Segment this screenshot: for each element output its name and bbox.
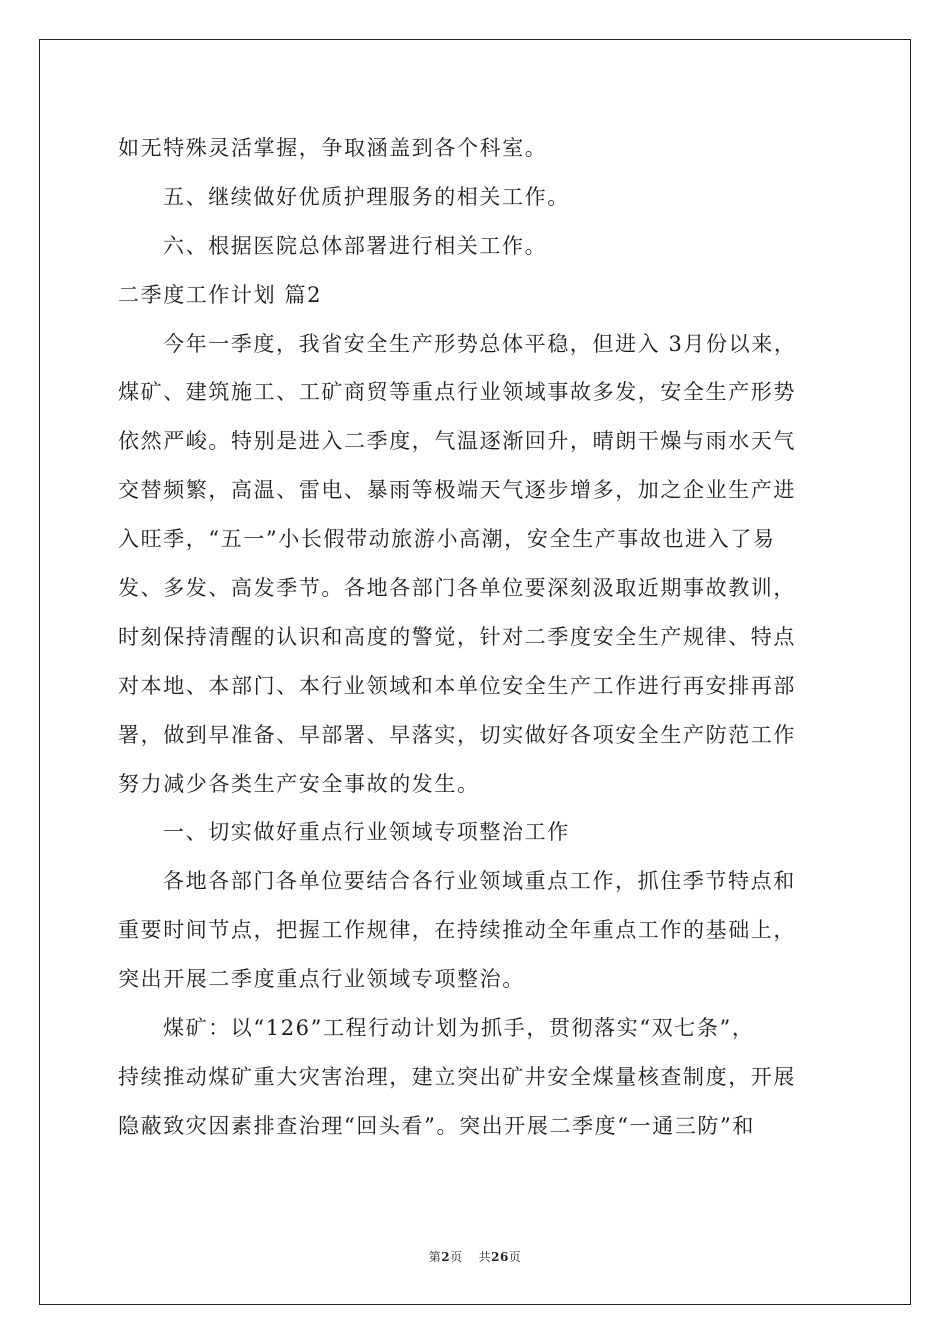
page-footer [0,1248,950,1265]
text-line: 交替频繁，高温、雷电、暴雨等极端天气逐步增多，加之企业生产进 [118,478,796,503]
text-line: 煤矿：以“126”工程行动计划为抓手，贯彻落实“双七条”， [163,1016,755,1041]
text-line: 突出开展二季度重点行业领域专项整治。 [118,967,525,992]
page-number: 2 [441,1250,451,1264]
page-suffix: 页 [450,1250,463,1264]
text-line: 六、根据医院总体部署进行相关工作。 [163,233,548,258]
page-prefix: 第 [428,1250,442,1264]
total-pages: 26 [491,1250,509,1264]
text-line: 发、多发、高发季节。各地各部门各单位要深刻汲取近期事故教训， [118,576,796,601]
text-line: 一、切实做好重点行业领域专项整治工作 [163,820,570,845]
total-prefix: 共 [478,1250,492,1264]
text-line: 隐蔽致灾因素排查治理“回头看”。突出开展二季度“一通三防”和 [118,1113,755,1138]
text-line: 如无特殊灵活掌握，争取涵盖到各个科室。 [118,136,548,160]
text-line: 煤矿、建筑施工、工矿商贸等重点行业领域事故多发，安全生产形势 [118,380,796,405]
total-suffix: 页 [508,1250,522,1264]
text-line: 对本地、本部门、本行业领域和本单位安全生产工作进行再安排再部 [118,673,796,698]
text-line: 五、继续做好优质护理服务的相关工作。 [163,184,570,209]
text-line: 依然严峻。特别是进入二季度，气温逐渐回升，晴朗干燥与雨水天气 [118,429,796,454]
text-line: 时刻保持清醒的认识和高度的警觉，针对二季度安全生产规律、特点 [118,624,796,649]
text-line: 署，做到早准备、早部署、早落实，切实做好各项安全生产防范工作 [118,722,796,747]
text-line: 努力减少各类生产安全事故的发生。 [118,771,480,796]
document-body [118,124,838,1151]
text-line: 持续推动煤矿重大灾害治理，建立突出矿井安全煤量核查制度，开展 [118,1064,796,1089]
section-heading: 二季度工作计划 篇2 [118,282,323,307]
text-line: 各地各部门各单位要结合各行业领域重点工作，抓住季节特点和 [163,869,796,894]
text-line: 今年一季度，我省安全生产形势总体平稳，但进入 3月份以来， [163,331,797,356]
text-line: 重要时间节点，把握工作规律，在持续推动全年重点工作的基础上， [118,918,796,943]
text-line: 入旺季，“五一”小长假带动旅游小高潮，安全生产事故也进入了易 [118,527,776,552]
